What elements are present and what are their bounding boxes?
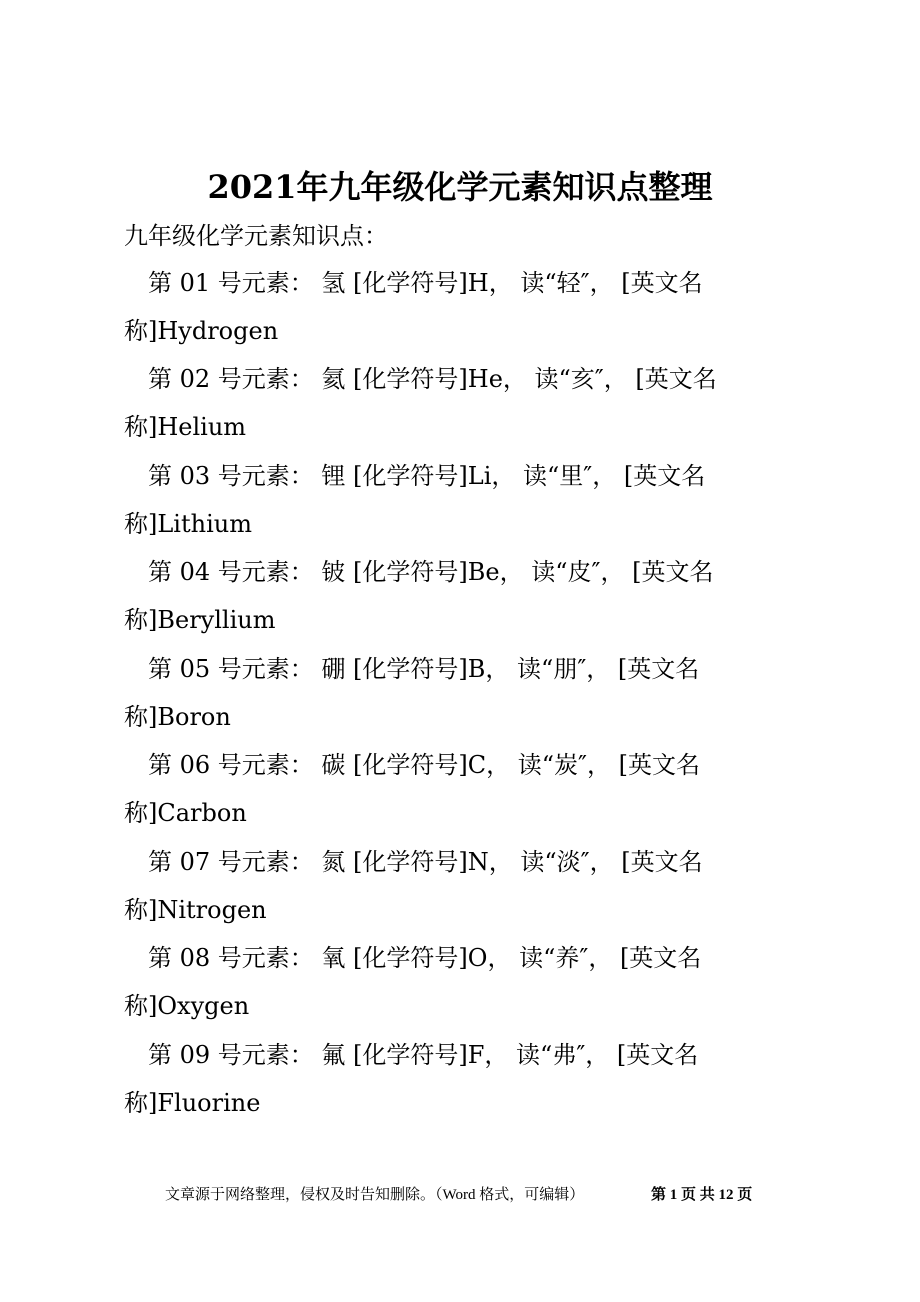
page-number: 第 1 页 共 12 页	[651, 1187, 753, 1203]
entry-line: 第 05 号元素： 硼 [化学符号]B， 读“朋″， [英文名	[148, 655, 700, 683]
element-entry-01	[124, 259, 804, 355]
entry-line-continued: 称]Boron	[124, 703, 231, 731]
entry-line: 第 08 号元素： 氧 [化学符号]O， 读“养″， [英文名	[148, 944, 702, 972]
element-entry-04	[124, 548, 804, 644]
element-entry-09	[124, 1031, 804, 1127]
entry-line-continued: 称]Oxygen	[124, 992, 250, 1020]
entry-line-continued: 称]Helium	[124, 413, 247, 441]
element-entry-05	[124, 645, 804, 741]
element-entry-06	[124, 741, 804, 837]
entry-line-continued: 称]Lithium	[124, 510, 252, 538]
entry-line: 第 02 号元素： 氦 [化学符号]He， 读“亥″， [英文名	[148, 365, 717, 393]
element-entry-03	[124, 452, 804, 548]
entry-line: 第 04 号元素： 铍 [化学符号]Be， 读“皮″， [英文名	[148, 558, 714, 586]
entry-line: 第 07 号元素： 氮 [化学符号]N， 读“淡″， [英文名	[148, 848, 703, 876]
element-entry-08	[124, 934, 804, 1030]
intro-text: 九年级化学元素知识点：	[124, 222, 388, 250]
entry-line: 第 01 号元素： 氢 [化学符号]H， 读“轻″， [英文名	[148, 269, 703, 297]
entry-line: 第 03 号元素： 锂 [化学符号]Li， 读“里″， [英文名	[148, 462, 706, 490]
document-title: 2021年九年级化学元素知识点整理	[207, 168, 713, 206]
entry-line-continued: 称]Fluorine	[124, 1089, 261, 1117]
entry-line: 第 09 号元素： 氟 [化学符号]F， 读“弗″， [英文名	[148, 1041, 699, 1069]
entry-line-continued: 称]Nitrogen	[124, 896, 267, 924]
entry-line: 第 06 号元素： 碳 [化学符号]C， 读“炭″， [英文名	[148, 751, 700, 779]
element-entry-02	[124, 355, 804, 451]
entry-line-continued: 称]Carbon	[124, 799, 247, 827]
entry-line-continued: 称]Beryllium	[124, 606, 276, 634]
entry-line-continued: 称]Hydrogen	[124, 317, 279, 345]
footer-note: 文章源于网络整理，侵权及时告知删除。（Word 格式，可编辑）	[165, 1187, 585, 1203]
element-entry-07	[124, 838, 804, 934]
